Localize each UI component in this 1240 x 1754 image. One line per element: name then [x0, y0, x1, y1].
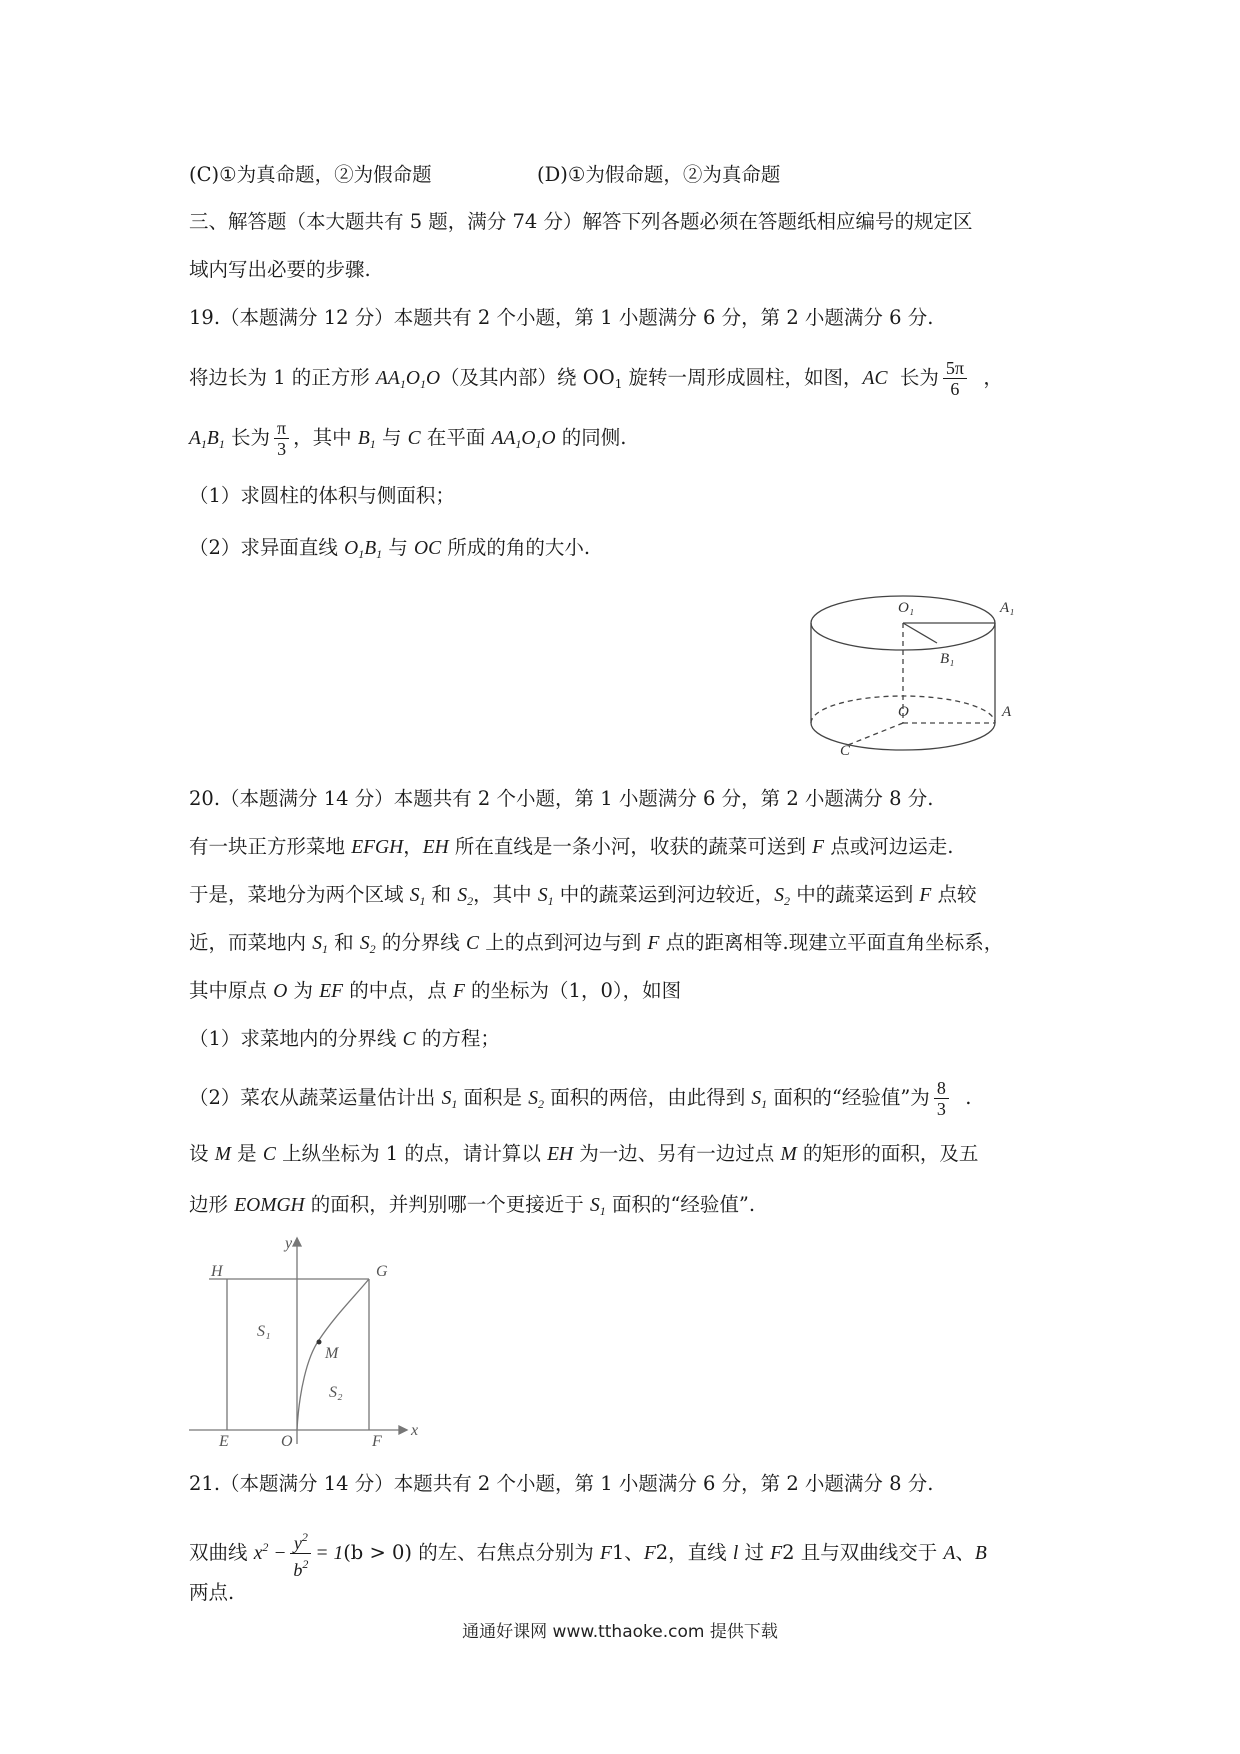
section3-heading: 三、解答题（本大题共有 5 题，满分 74 分）解答下列各题必须在答题纸相应编号的规定区 [189, 210, 973, 233]
choice-d: (D)①为假命题，②为真命题 [537, 163, 781, 186]
label-h: H [211, 1263, 223, 1280]
q20-subquestion-2: （2）菜农从蔬菜运量估计出 $S_1$ 面积是 $S_2$ 面积的两倍，由此得到 $S_1$ 面积的“经验值”为 $\frac{8}{3}$ . [189, 1078, 972, 1119]
section3-heading-cont: 域内写出必要的步骤. [189, 258, 371, 281]
label-o: O [281, 1433, 293, 1447]
q21-header: 21.（本题满分 14 分）本题共有 2 个小题，第 1 小题满分 6 分，第 2 小题满分 8 分. [189, 1472, 934, 1495]
choice-c: (C)①为真命题，②为假命题 [189, 163, 432, 186]
q20-line-7: 边形 EOMGH 的面积，并判别哪一个更接近于 $S_1$ 面积的“经验值”. [189, 1193, 756, 1218]
label-m: M [325, 1345, 339, 1362]
label-o: O [898, 704, 909, 720]
q20-line-3: 近，而菜地内 $S_1$ 和 $S_2$ 的分界线 C 上的点到河边与到 F 点的距离相等.现建立平面直角坐标系， [189, 931, 1004, 956]
fraction-5pi-6: $\frac{5\pi}{6}$ [943, 358, 967, 399]
q20-subquestion-1: （1）求菜地内的分界线 C 的方程； [189, 1027, 500, 1050]
label-b1: B₁ [940, 651, 955, 667]
q19-subquestion-1: （1）求圆柱的体积与侧面积； [189, 484, 455, 507]
vegetable-field-figure [189, 1232, 434, 1447]
q20-line-1: 有一块正方形菜地 EFGH，EH 所在直线是一条小河，收获的蔬菜可送到 F 点或河边运走. [189, 835, 954, 858]
q20-header: 20.（本题满分 14 分）本题共有 2 个小题，第 1 小题满分 6 分，第 2 小题满分 8 分. [189, 787, 934, 810]
q20-line-4: 其中原点 O 为 EF 的中点，点 F 的坐标为（1，0），如图 [189, 979, 682, 1002]
cylinder-figure [800, 585, 1040, 760]
hyperbola-equation: $x^2$ − [253, 1540, 287, 1564]
q21-line-2: 两点. [189, 1581, 235, 1604]
label-e: E [219, 1433, 229, 1447]
label-s2: S₂ [329, 1384, 343, 1401]
q20-line-6: 设 M 是 C 上纵坐标为 1 的点，请计算以 EH 为一边、另有一边过点 M 的矩形的面积，及五 [189, 1142, 979, 1165]
label-s1: S₁ [257, 1323, 271, 1340]
fraction-8-3: $\frac{8}{3}$ [934, 1078, 949, 1119]
fraction-pi-3: $\frac{\pi}{3}$ [274, 418, 289, 459]
q19-paragraph-2: $A_1B_1$ 长为 $\frac{\pi}{3}$ ，其中 $B_1$ 与 C 在平面 $AA_1O_1O$ 的同侧. [189, 418, 627, 459]
label-g: G [376, 1263, 388, 1280]
q19-subquestion-2: （2）求异面直线 $O_1B_1$ 与 OC 所成的角的大小. [189, 536, 591, 561]
q20-line-2: 于是，菜地分为两个区域 $S_1$ 和 $S_2$，其中 $S_1$ 中的蔬菜运到河边较近，$S_2$ 中的蔬菜运到 F 点较 [189, 883, 977, 908]
label-y-axis: y [285, 1235, 293, 1252]
footer-watermark: 通通好课网 www.tthaoke.com 提供下载 [462, 1622, 778, 1642]
label-a: A [1002, 704, 1012, 720]
label-a1: A₁ [1000, 600, 1015, 616]
q19-header: 19.（本题满分 12 分）本题共有 2 个小题，第 1 小题满分 6 分，第 2 小题满分 6 分. [189, 306, 934, 329]
label-f: F [372, 1433, 382, 1447]
label-x-axis: x [411, 1422, 419, 1439]
q19-paragraph-1: 将边长为 1 的正方形 $AA_1O_1O$（及其内部）绕 $OO_1$ 旋转一周形成圆柱，如图，AC 长为 $\frac{5\pi}{6}$ ， [189, 358, 1003, 399]
point-m [317, 1340, 322, 1345]
label-o1: O₁ [898, 600, 915, 616]
q21-line-1: 双曲线 $x^2$ − $\frac{y^2}{b^2}$ = 1(b > 0) 的左、右焦点分别为 F1、F2，直线 l 过 F2 且与双曲线交于 A、B [189, 1527, 987, 1580]
label-c: C [840, 743, 851, 759]
